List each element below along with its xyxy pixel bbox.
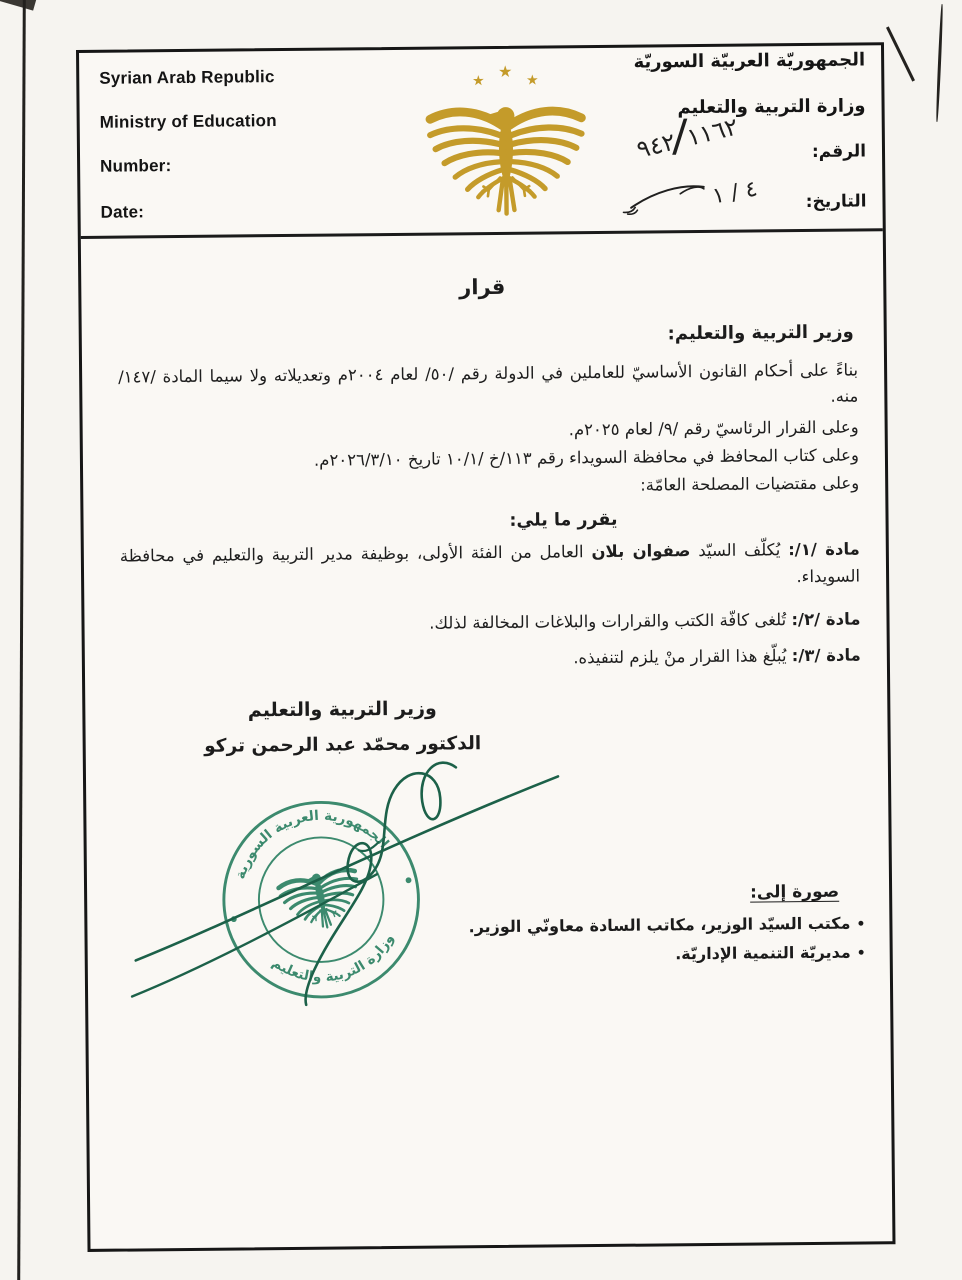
date-digits: ٤ / ١ <box>710 176 760 209</box>
photo-corner-shadow <box>0 0 37 11</box>
star-icon: ★ <box>525 72 539 89</box>
stamp-dot <box>405 877 412 884</box>
stamp-bottom-text: وزارة التربية والتعليم <box>269 931 398 986</box>
article-3-label: مادة /٣/: <box>791 645 861 666</box>
article-1 <box>120 535 860 596</box>
stamp-dot <box>230 916 237 923</box>
signatory-title: وزير التربية والتعليم <box>247 697 437 722</box>
ar-country: الجمهوريّة العربيّة السوريّة <box>633 49 866 73</box>
preamble-paragraph-4: وعلى مقتضيات المصلحة العامّة: <box>640 473 860 495</box>
cc-heading: صورة إلى: <box>749 881 840 903</box>
cc-item <box>469 938 866 971</box>
golden-eagle-icon <box>430 106 582 214</box>
handwritten-date <box>619 176 758 217</box>
appointee-name: صفوان بلان <box>591 541 691 562</box>
decree-intro: يقرر ما يلي: <box>509 509 618 531</box>
cc-item <box>468 909 865 942</box>
decree-title: قرار <box>459 274 506 300</box>
article-2 <box>429 609 860 632</box>
stamp-top-text: الجمهورية العربية السورية <box>232 807 392 882</box>
salutation: وزير التربية والتعليم: <box>667 321 854 345</box>
document-frame <box>76 42 896 1252</box>
eagle-emblem-icon <box>405 60 607 224</box>
ar-number-label: الرقم: <box>811 141 867 162</box>
article-1-label: مادة /١/: <box>788 539 860 560</box>
star-icon: ★ <box>497 61 513 81</box>
letterhead <box>79 45 883 239</box>
star-icon: ★ <box>471 73 485 90</box>
number-part: ٩٤٢ <box>634 127 679 164</box>
number-part: ١١٦٢ <box>684 112 741 152</box>
cc-list <box>468 909 865 971</box>
article-2-text: تُلغى كافّة الكتب والقرارات والبلاغات المخالفة لذلك. <box>429 610 787 633</box>
page-corner-fold-line <box>886 26 915 81</box>
slash-stroke: / <box>671 110 690 162</box>
signatory-name: الدكتور محمّد عبد الرحمن تركو <box>204 733 482 757</box>
page-edge-line-right <box>935 4 943 122</box>
article-2-label: مادة /٢/: <box>791 609 861 630</box>
en-ministry: Ministry of Education <box>99 111 277 132</box>
handwritten-document-number <box>631 102 743 175</box>
ar-ministry: وزارة التربية والتعليم <box>677 95 866 119</box>
article-3 <box>573 645 861 667</box>
preamble-paragraph-3: وعلى كتاب المحافظ في محافظة السويداء رقم ١١٣/خ /١٠/١ تاريخ ٢٠٢٦/٣/١٠م. <box>313 445 860 470</box>
preamble-paragraph-1: بناءً على أحكام القانون الأساسيّ للعاملين في الدولة رقم /٥٠/ لعام ٢٠٠٤م وتعديلاته ولا سيما المادة /١٤٧/ منه. <box>118 360 859 406</box>
ar-date-label: التاريخ: <box>805 191 867 213</box>
ministry-round-stamp <box>193 772 448 1027</box>
page-edge-line-left <box>17 0 26 1280</box>
article-1-post: العامل من الفئة الأولى، بوظيفة مدير التربية والتعليم في محافظة السويداء. <box>119 542 861 587</box>
pen-swoosh <box>619 180 707 217</box>
svg-text:وزارة التربية والتعليم <box>267 929 404 998</box>
article-3-text: يُبلّغ هذا القرار منْ يلزم لتنفيذه. <box>573 646 787 668</box>
preamble-paragraph-2: وعلى القرار الرئاسيّ رقم /٩/ لعام ٢٠٢٥م. <box>568 417 859 440</box>
en-country: Syrian Arab Republic <box>99 67 275 88</box>
bullet-icon: • <box>856 945 866 962</box>
en-date-label: Date: <box>100 202 145 222</box>
cc-item-text: مكتب السيّد الوزير، مكاتب السادة معاونّي الوزير. <box>468 913 851 937</box>
en-number-label: Number: <box>100 156 172 176</box>
signature-block <box>203 697 482 757</box>
cc-item-text: مديريّة التنمية الإداريّة. <box>675 942 851 964</box>
article-1-pre: يُكلّف السيّد <box>698 540 781 561</box>
bullet-icon: • <box>856 916 866 933</box>
stamp-eagle-icon <box>277 865 365 936</box>
